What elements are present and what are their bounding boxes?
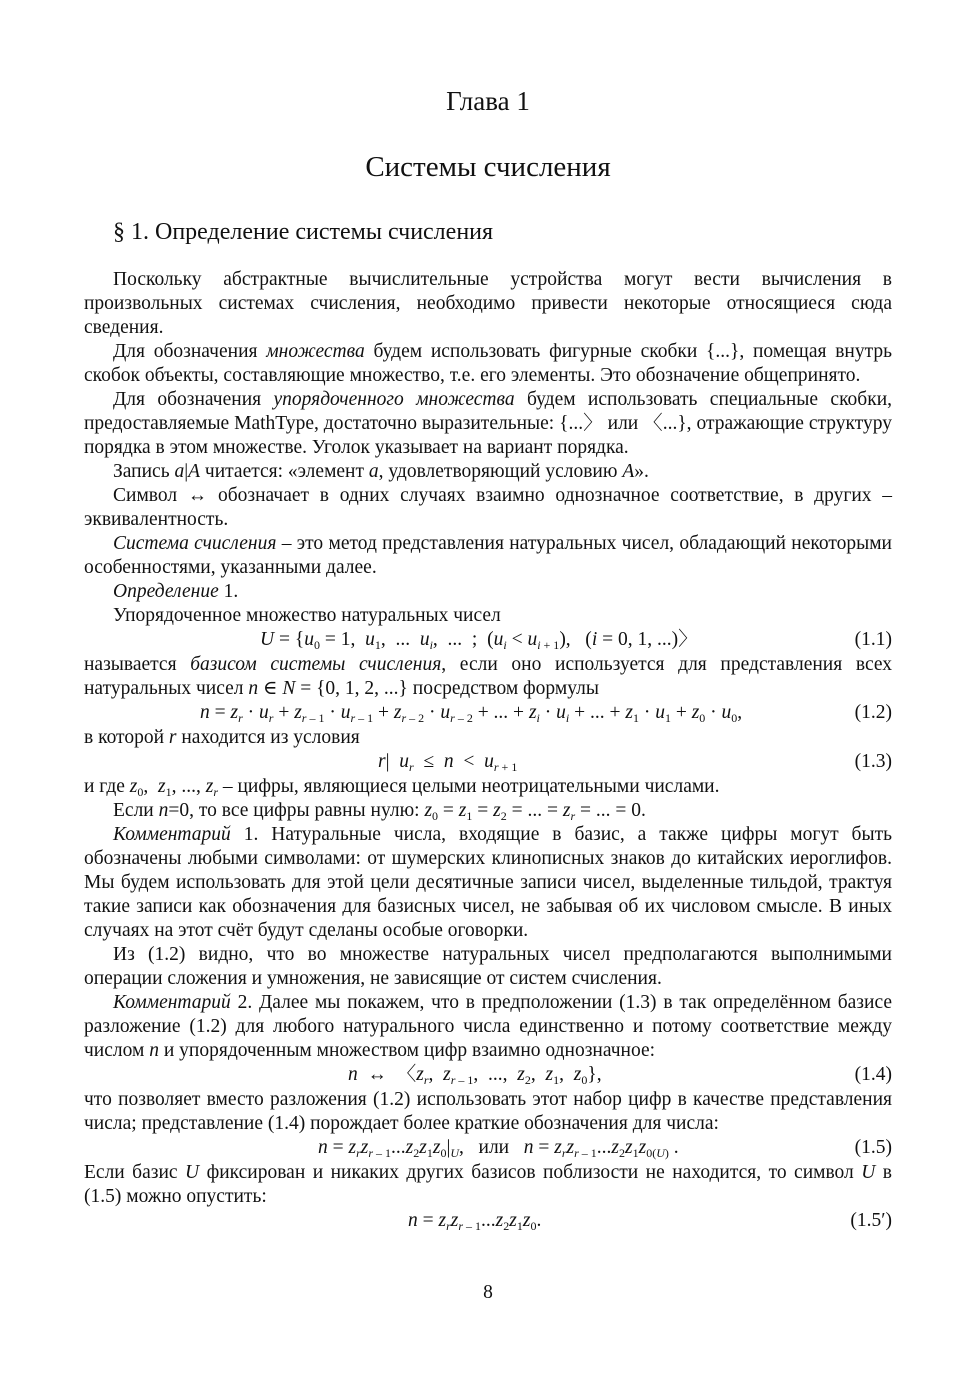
formula-1-5-prime: $n = z_rz_{r - 1}...z_2z_1z_0$. (1.5′) — [408, 1210, 892, 1233]
paragraph: Упорядоченное множество натуральных чисел — [113, 605, 501, 626]
chapter-title: Системы счисления — [365, 151, 611, 183]
formula-number: (1.5) — [854, 1137, 892, 1158]
formula-number: (1.1) — [854, 629, 892, 650]
paragraph: в которой r находится из условия — [84, 727, 360, 748]
term: Определение — [113, 581, 219, 602]
body-text — [84, 268, 892, 1234]
formula-number: (1.2) — [854, 702, 892, 723]
term: базисом системы счисления — [190, 654, 442, 675]
formula-number: (1.4) — [854, 1064, 892, 1085]
paragraph: Поскольку абстрактные вычислительные устройства могут вести вычисления в произвольных системах счисления, необходимо привести некоторые относящиеся сюда сведения. — [84, 269, 892, 338]
term: упорядоченного множества — [273, 389, 515, 410]
section-heading: § 1. Определение системы счисления — [113, 219, 494, 245]
paragraph: Для обозначения множества будем использовать фигурные скобки {...}, помещая внутрь скобок объекты, составляющие множество, т.е. его элементы. Это обозначение общепринято. — [84, 341, 892, 386]
paragraph: что позволяет вместо разложения (1.2) использовать этот набор цифр в качестве представления числа; представление (1.4) порождает более краткие обозначения для числа: — [84, 1089, 892, 1134]
page-number: 8 — [483, 1282, 493, 1303]
formula-number: (1.3) — [854, 751, 892, 772]
term: множества — [266, 341, 365, 362]
term: Комментарий — [113, 824, 231, 845]
formula-1-1: $U = \{u_0 = 1$, $u_1$, ... $u_i$, ... ; $(u_i < u_{i + 1})$, (i = 0, 1, ...)〉 (1.1) — [260, 629, 892, 652]
paragraph: Комментарий 1. Натуральные числа, входящие в базис, а также цифры могут быть обозначены любыми символами: от шумерских клинописных знаков до китайских иероглифов. Мы будем использовать для этой цели десятичные записи чисел, выделенные тильдой, трактуя такие записи как обозначения для базисных чисел, не забывая об их числовом смысле. В иных случаях на этот счёт будут сделаны особые оговорки. — [84, 824, 892, 941]
formula-1-2: $n = z_r \cdot u_r + z_{r - 1} \cdot u_{r - 1} + z_{r - 2} \cdot u_{r - 2}$ + ... + $z_i \cdot u_i$ + ... + $z_1 \cdot u_1 + z_0 \cdot u_0$, (1.2) — [200, 702, 892, 725]
paragraph: называется базисом системы счисления, если оно используется для представления всех натуральных чисел n ∈ N = {0, 1, 2, ...} посредством формулы — [84, 654, 892, 699]
paragraph: Запись a|A читается: «элемент a, удовлетворяющий условию A». — [113, 461, 649, 482]
formula-1-4: n ↔ 〈$z_r$, $z_{r - 1}$, ..., $z_2$, $z_1$, $z_0$}, (1.4) — [348, 1064, 892, 1087]
formula-1-5: $n = z_rz_{r - 1}...z_2z_1z_0|_U$, или $n = z_rz_{r - 1}...z_2z_1z_{0(U)}$ . (1.5) — [318, 1137, 892, 1160]
paragraph: и где $z_0$, $z_1$, ..., $z_r$ – цифры, являющиеся целыми неотрицательными числами. — [84, 776, 720, 799]
paragraph: Если базис U фиксирован и никаких других базисов поблизости не находится, то символ U в (1.5) можно опустить: — [84, 1162, 892, 1207]
paragraph: Система счисления – это метод представления натуральных чисел, обладающий некоторыми особенностями, указанными далее. — [84, 533, 892, 578]
paragraph: Комментарий 2. Далее мы покажем, что в предположении (1.3) в так определённом базисе разложение (1.2) для любого натурального числа единственно и потому соответствие между числом n и упорядоченным множеством цифр взаимно однозначное: — [84, 992, 892, 1061]
paragraph: Если n=0, то все цифры равны нулю: $z_0 = z_1 = z_2$ = ... = $z_r$ = ... = 0. — [113, 800, 646, 823]
term: Система счисления — [113, 533, 277, 554]
term: Комментарий — [113, 992, 231, 1013]
formula-1-3: r| $u_r \le n < u_{r + 1}$ (1.3) — [378, 751, 892, 774]
chapter-heading: Глава 1 — [446, 86, 530, 116]
paragraph: Символ ↔ обозначает в одних случаях взаимно однозначное соответствие, в других – эквивалентность. — [84, 485, 892, 530]
formula-number: (1.5′) — [850, 1210, 892, 1231]
paragraph: Из (1.2) видно, что во множестве натуральных чисел предполагаются выполнимыми операции сложения и умножения, не зависящие от систем счисления. — [84, 944, 892, 989]
paragraph: Для обозначения упорядоченного множества будем использовать специальные скобки, предоставляемые MathType, достаточно выразительные: {...〉 или 〈...}, отражающие структуру порядка в этом множестве. Уголок указывает на вариант порядка. — [84, 389, 893, 458]
paragraph: Определение 1. — [113, 581, 239, 602]
